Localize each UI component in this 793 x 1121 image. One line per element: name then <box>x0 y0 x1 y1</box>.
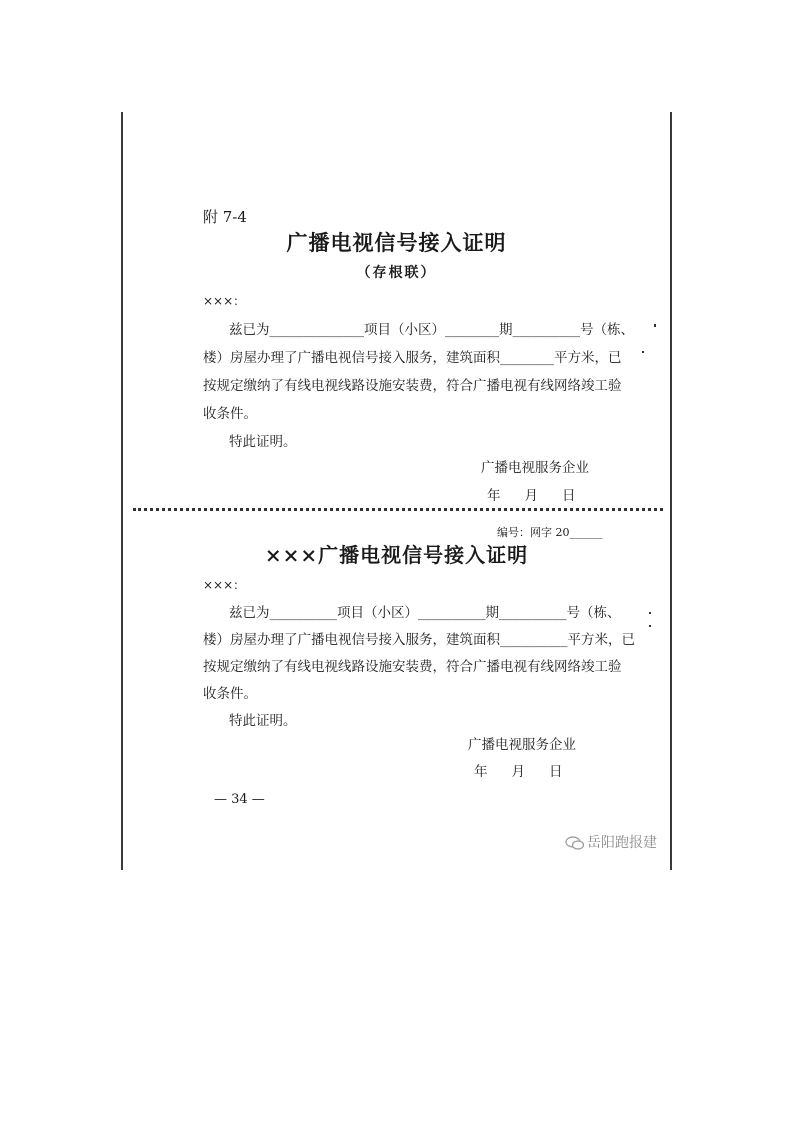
stub-body-line: 楼）房屋办理了广播电视信号接入服务，建筑面积________平方米，已 <box>203 350 622 366</box>
date-month: 月 <box>524 488 538 504</box>
certificate-body-line: 收条件。 <box>203 686 257 702</box>
date-day: 日 <box>562 488 576 504</box>
stub-body-line: 收条件。 <box>203 406 257 422</box>
certificate-date <box>474 760 563 780</box>
wechat-logo-icon <box>565 836 585 850</box>
date-month: 月 <box>511 764 525 780</box>
right-margin-line <box>670 112 672 870</box>
certificate-body-line: 按规定缴纳了有线电视线路设施安装费，符合广播电视有线网络竣工验 <box>203 659 622 675</box>
attachment-label: 附 7-4 <box>203 208 247 226</box>
date-day: 日 <box>549 764 563 780</box>
stub-signer: 广播电视服务企业 <box>481 460 589 476</box>
scan-speck <box>654 324 656 327</box>
scan-speck <box>649 625 651 627</box>
date-year: 年 <box>487 488 501 504</box>
watermark-text: 岳阳跑报建 <box>587 835 657 851</box>
certificate-greeting: ×××： <box>203 578 246 592</box>
certificate-title: ×××广播电视信号接入证明 <box>264 543 529 567</box>
left-margin-line <box>121 112 123 870</box>
stub-title: 广播电视信号接入证明 <box>286 230 507 255</box>
date-year: 年 <box>474 764 488 780</box>
scan-speck <box>649 612 651 614</box>
certificate-body-line: 兹已为__________项目（小区）__________期__________号（栋、 <box>229 605 621 621</box>
scan-speck <box>642 351 644 353</box>
stub-body-line: 兹已为______________项目（小区）________期__________号（栋、 <box>229 322 634 338</box>
certificate-signer: 广播电视服务企业 <box>468 737 576 753</box>
stub-closing: 特此证明。 <box>229 434 297 450</box>
certificate-body-line: 楼）房屋办理了广播电视信号接入服务，建筑面积__________平方米，已 <box>203 632 635 648</box>
certificate-closing: 特此证明。 <box>229 713 297 729</box>
tear-off-dotted-line <box>133 508 663 511</box>
stub-greeting: ×××： <box>203 294 246 308</box>
stub-date <box>487 484 576 504</box>
serial-number: 编号：网字 20______ <box>497 526 603 539</box>
stub-subtitle: （存根联） <box>356 265 437 281</box>
stub-body-line: 按规定缴纳了有线电视线路设施安装费，符合广播电视有线网络竣工验 <box>203 378 622 394</box>
watermark <box>565 832 657 852</box>
page-number: — 34 — <box>214 792 265 807</box>
